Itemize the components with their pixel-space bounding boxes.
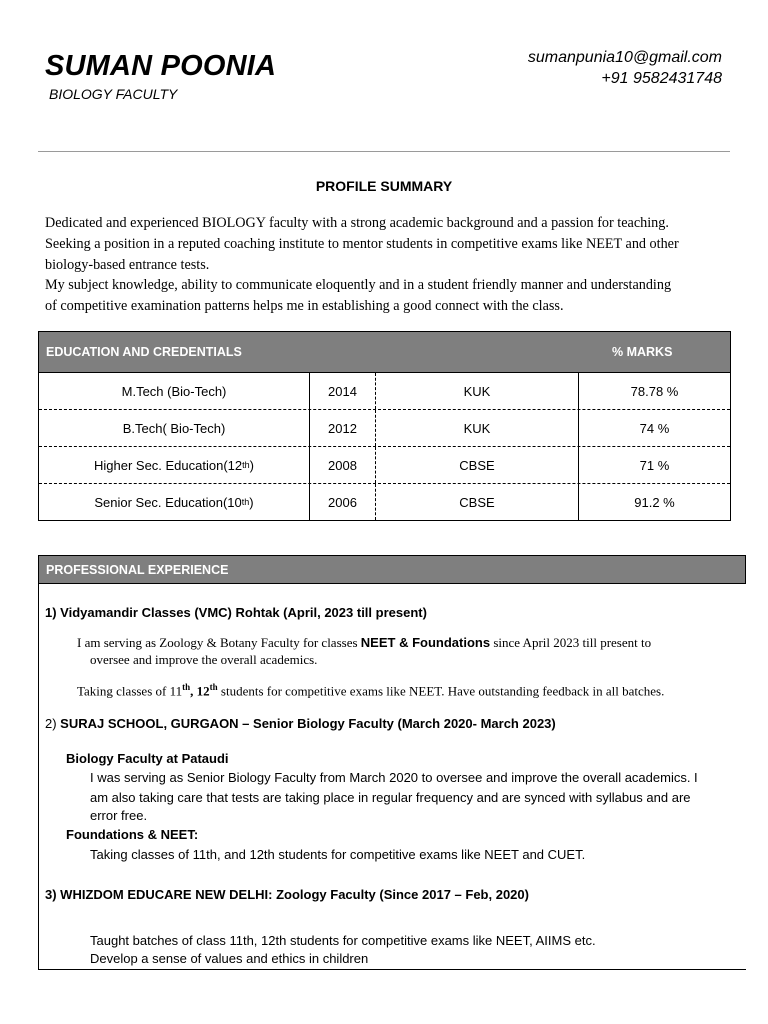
- marks-cell: 91.2 %: [634, 494, 675, 510]
- job2-subheading: Biology Faculty at Pataudi: [66, 751, 229, 766]
- year-cell: 2014: [310, 373, 376, 409]
- candidate-name: SUMAN POONIA: [45, 50, 277, 82]
- job1-line: Taking classes of 11th, 12th students for competitive exams like NEET. Have outstanding feedback in all batches.: [77, 682, 665, 699]
- job2-line: error free.: [90, 808, 148, 823]
- table-row: [39, 410, 730, 447]
- degree-cell: Higher Sec. Education(12 th ): [39, 447, 310, 483]
- experience-section-header: [38, 555, 746, 584]
- board-cell: CBSE: [376, 447, 579, 483]
- candidate-role: BIOLOGY FACULTY: [49, 86, 178, 102]
- year-cell: 2012: [310, 410, 376, 446]
- profile-summary-text: [45, 213, 735, 317]
- experience-border-bottom: [38, 969, 746, 970]
- education-table-header: [39, 332, 730, 373]
- summary-line: biology-based entrance tests.: [45, 256, 210, 273]
- summary-line: Dedicated and experienced BIOLOGY faculty with a strong academic background and a passion for teaching.: [45, 215, 669, 231]
- year-cell: 2008: [310, 447, 376, 483]
- marks-cell: 78.78 %: [630, 383, 679, 399]
- marks-header-label: % MARKS: [612, 345, 673, 359]
- summary-line: Seeking a position in a reputed coaching institute to mentor students in competitive exams like NEET and other: [45, 235, 679, 252]
- table-row: [39, 373, 730, 410]
- job1-heading: 1) Vidyamandir Classes (VMC) Rohtak (April, 2023 till present): [45, 605, 427, 620]
- experience-border-left: [38, 584, 39, 970]
- table-row: [39, 447, 730, 484]
- job2-line: I was serving as Senior Biology Faculty from March 2020 to oversee and improve the overall academics. I: [90, 770, 698, 785]
- degree-cell: B.Tech( Bio-Tech): [39, 410, 310, 446]
- year-cell: 2006: [310, 484, 376, 520]
- job3-line: Taught batches of class 11th, 12th students for competitive exams like NEET, AIIMS etc.: [90, 933, 596, 948]
- summary-line: of competitive examination patterns helps me in establishing a good connect with the class.: [45, 298, 564, 315]
- degree-cell: M.Tech (Bio-Tech): [39, 373, 310, 409]
- education-header-label: EDUCATION AND CREDENTIALS: [46, 345, 242, 359]
- experience-title: PROFESSIONAL EXPERIENCE: [46, 563, 229, 577]
- contact-block: [528, 47, 722, 89]
- marks-cell: 71 %: [639, 457, 670, 473]
- job2-heading: 2) SURAJ SCHOOL, GURGAON – Senior Biology Faculty (March 2020- March 2023): [45, 716, 556, 731]
- job2-line: am also taking care that tests are taking place in regular frequency and are synced with syllabus and are: [90, 790, 691, 805]
- job2-subheading: Foundations & NEET:: [66, 827, 199, 842]
- board-cell: KUK: [376, 373, 579, 409]
- summary-line: My subject knowledge, ability to communicate eloquently and in a student friendly manner and understanding: [45, 277, 672, 294]
- degree-cell: Senior Sec. Education(10 th ): [39, 484, 310, 520]
- board-cell: KUK: [376, 410, 579, 446]
- board-cell: CBSE: [376, 484, 579, 520]
- job2-line: Taking classes of 11th, and 12th students for competitive exams like NEET and CUET.: [90, 847, 586, 862]
- education-table: [38, 331, 731, 521]
- job3-line: Develop a sense of values and ethics in children: [90, 951, 369, 966]
- header-divider: [38, 151, 730, 152]
- profile-summary-title: PROFILE SUMMARY: [315, 178, 453, 194]
- table-row: [39, 484, 730, 520]
- phone-text: +91 9582431748: [601, 70, 722, 87]
- marks-cell: 74 %: [639, 420, 670, 436]
- email-text: sumanpunia10@gmail.com: [527, 49, 722, 66]
- job1-line: I am serving as Zoology & Botany Faculty for classes NEET & Foundations since April 2023 till present to: [77, 635, 652, 650]
- job1-line: oversee and improve the overall academics.: [90, 652, 318, 667]
- job3-heading: 3) WHIZDOM EDUCARE NEW DELHI: Zoology Faculty (Since 2017 – Feb, 2020): [45, 887, 529, 902]
